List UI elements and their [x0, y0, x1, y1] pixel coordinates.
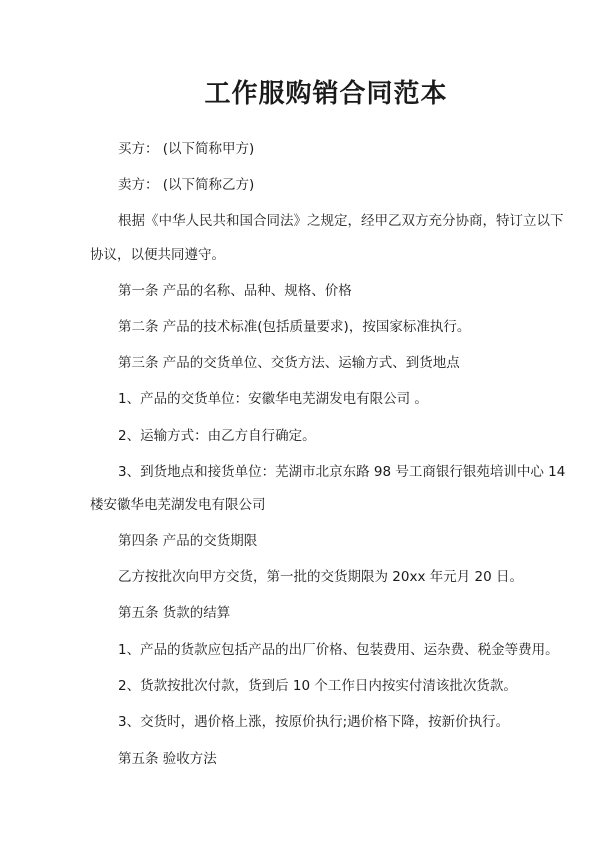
article-5-item-3: 3、交货时，遇价格上涨，按原价执行;遇价格下降，按新价执行。: [118, 714, 510, 730]
article-5-heading: 第五条 货款的结算: [118, 605, 231, 621]
preamble-line-2: 协议，以便共同遵守。: [90, 247, 225, 263]
article-2-heading: 第二条 产品的技术标准(包括质量要求)，按国家标准执行。: [118, 319, 471, 335]
article-3-item-3-line-2: 楼安徽华电芜湖发电有限公司: [90, 497, 266, 513]
article-3-heading: 第三条 产品的交货单位、交货方法、运输方式、到货地点: [118, 355, 460, 371]
article-5-item-2: 2、货款按批次付款，货到后 10 个工作日内按实付清该批次货款。: [118, 678, 517, 694]
preamble-line-1: 根据《中华人民共和国合同法》之规定，经甲乙双方充分协商，特订立以下: [118, 213, 564, 229]
buyer-line: 买方： (以下简称甲方): [118, 141, 255, 157]
article-4-body: 乙方按批次向甲方交货，第一批的交货期限为 20xx 年元月 20 日。: [118, 569, 523, 585]
article-5-item-1: 1、产品的货款应包括产品的出厂价格、包装费用、运杂费、税金等费用。: [118, 642, 559, 658]
document-title: 工作服购销合同范本: [204, 79, 448, 109]
article-1-heading: 第一条 产品的名称、品种、规格、价格: [118, 283, 352, 299]
article-3-item-3-line-1: 3、到货地点和接货单位：芜湖市北京东路 98 号工商银行银苑培训中心 14: [118, 464, 566, 480]
article-3-item-1: 1、产品的交货单位：安徽华电芜湖发电有限公司 。: [118, 391, 428, 407]
seller-line: 卖方： (以下简称乙方): [118, 177, 255, 193]
article-5b-heading: 第五条 验收方法: [118, 751, 217, 767]
article-4-heading: 第四条 产品的交货期限: [118, 533, 258, 549]
article-3-item-2: 2、运输方式：由乙方自行确定。: [118, 428, 316, 444]
